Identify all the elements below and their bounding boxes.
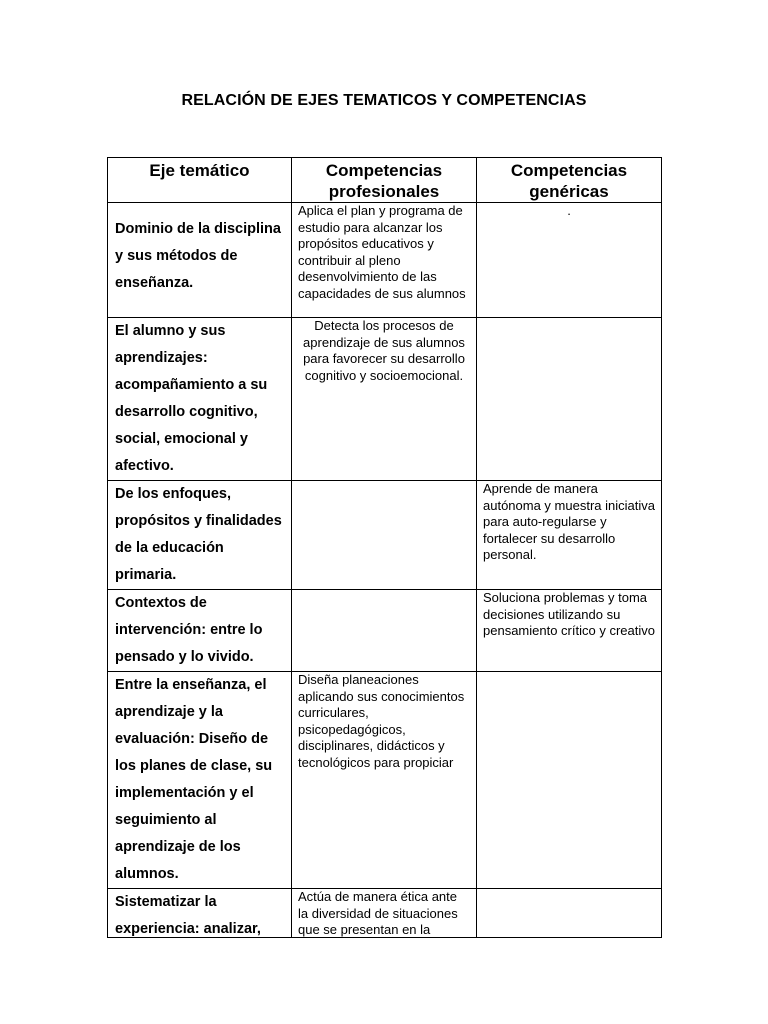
eje-cell: [108, 889, 292, 938]
table-row: [108, 889, 662, 938]
header-competencias-profesionales: Competencias profesionales: [292, 158, 477, 203]
profesionales-cell: [292, 481, 477, 590]
header-eje-tematico: Eje temático: [108, 158, 292, 203]
eje-cell: Entre la enseñanza, el aprendizaje y la evaluación: Diseño de los planes de clase, su implementación y el seguimiento al aprendizaje de los alumnos.: [108, 672, 292, 889]
table-header-row: [108, 158, 662, 203]
genericas-cell: [477, 672, 662, 889]
profesionales-cell: [292, 590, 477, 672]
genericas-cell: Aprende de manera autónoma y muestra iniciativa para auto-regularse y fortalecer su desarrollo personal.: [477, 481, 662, 590]
table-row: [108, 203, 662, 318]
themes-competencies-table: [107, 157, 662, 938]
profesionales-cell-text: Actúa de manera ética ante la diversidad de situaciones que se presentan en la: [298, 889, 458, 937]
table-row: [108, 590, 662, 672]
genericas-cell: Soluciona problemas y toma decisiones utilizando su pensamiento crítico y creativo: [477, 590, 662, 672]
eje-cell-text: Sistematizar la experiencia: analizar,: [115, 894, 261, 937]
eje-cell: El alumno y sus aprendizajes: acompañamiento a su desarrollo cognitivo, social, emocional y afectivo.: [108, 318, 292, 481]
genericas-cell: .: [477, 203, 662, 318]
header-competencias-genericas: Competencias genéricas: [477, 158, 662, 203]
profesionales-cell: Diseña planeaciones aplicando sus conocimientos curriculares, psicopedagógicos, disciplinares, didácticos y tecnológicos para propiciar: [292, 672, 477, 889]
eje-cell: Contextos de intervención: entre lo pensado y lo vivido.: [108, 590, 292, 672]
document-title: RELACIÓN DE EJES TEMATICOS Y COMPETENCIAS: [181, 92, 587, 109]
profesionales-cell: Aplica el plan y programa de estudio para alcanzar los propósitos educativos y contribuir al pleno desenvolvimiento de las capacidades de sus alumnos: [292, 203, 477, 318]
profesionales-cell: Detecta los procesos de aprendizaje de sus alumnos para favorecer su desarrollo cognitivo y socioemocional.: [292, 318, 477, 481]
eje-cell: Dominio de la disciplina y sus métodos de enseñanza.: [108, 203, 292, 318]
table-row: [108, 672, 662, 889]
genericas-cell: [477, 889, 662, 938]
eje-cell: De los enfoques, propósitos y finalidades de la educación primaria.: [108, 481, 292, 590]
table-row: [108, 318, 662, 481]
table-row: [108, 481, 662, 590]
genericas-cell: [477, 318, 662, 481]
profesionales-cell: [292, 889, 477, 938]
